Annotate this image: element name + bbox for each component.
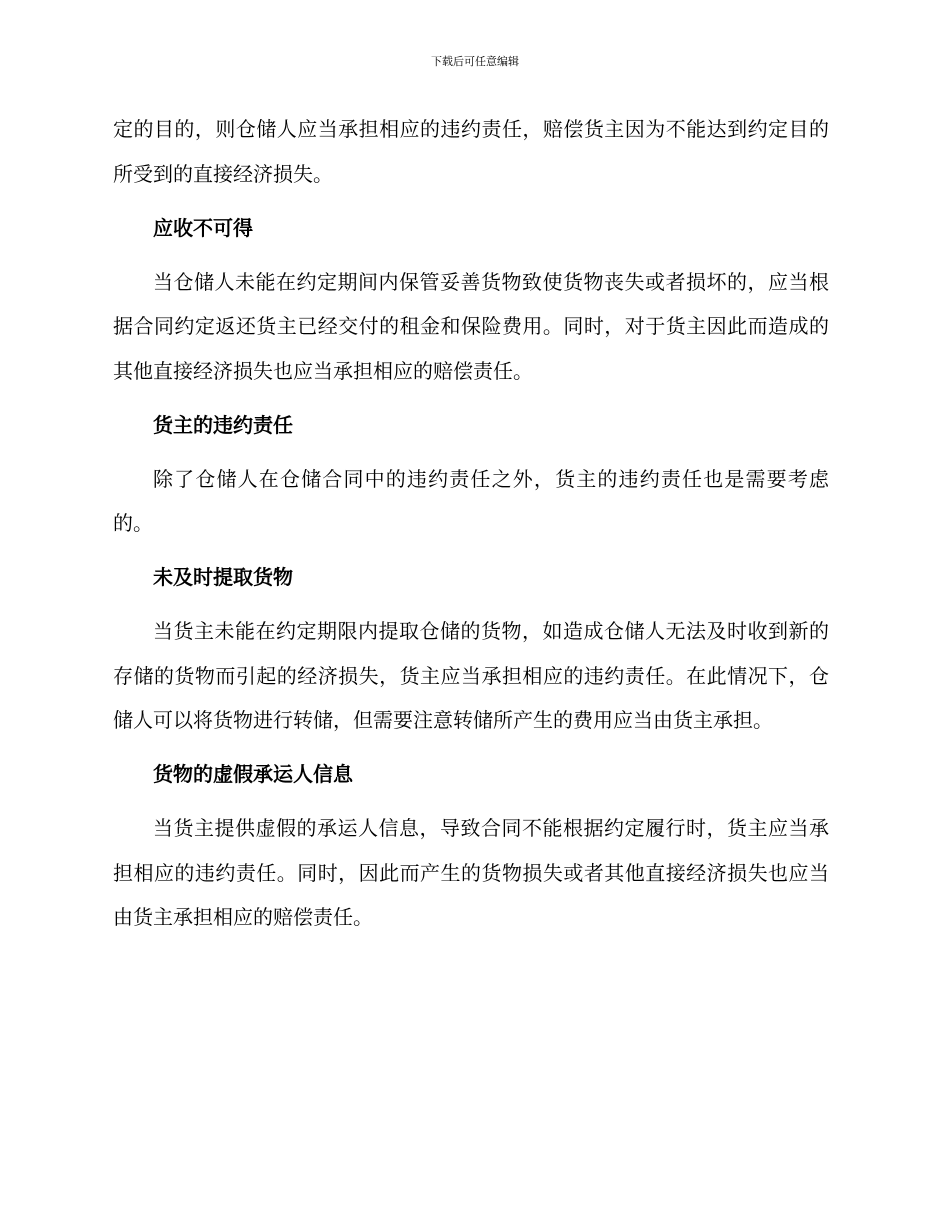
paragraph-continued: 定的目的，则仓储人应当承担相应的违约责任，赔偿货主因为不能达到约定目的所受到的直接经济损失。 <box>113 117 829 186</box>
document-body <box>113 107 829 949</box>
section-heading-late-pickup: 未及时提取货物 <box>153 565 293 589</box>
page-header-note: 下载后可任意编辑 <box>431 55 519 68</box>
paragraph-owner-liability: 除了仓储人在仓储合同中的违约责任之外，货主的违约责任也是需要考虑的。 <box>113 466 829 535</box>
section-heading-false-carrier: 货物的虚假承运人信息 <box>153 762 353 786</box>
paragraph-late-pickup: 当货主未能在约定期限内提取仓储的货物，如造成仓储人无法及时收到新的存储的货物而引起的经济损失，货主应当承担相应的违约责任。在此情况下，仓储人可以将货物进行转储，但需要注意转储所产生的费用应当由货主承担。 <box>113 619 829 732</box>
section-heading-owner-liability: 货主的违约责任 <box>153 412 293 437</box>
paragraph-receivable: 当仓储人未能在约定期间内保管妥善货物致使货物丧失或者损坏的，应当根据合同约定返还货主已经交付的租金和保险费用。同时，对于货主因此而造成的其他直接经济损失也应当承担相应的赔偿责任。 <box>113 269 829 383</box>
section-heading-receivable: 应收不可得 <box>153 215 253 240</box>
paragraph-false-carrier: 当货主提供虚假的承运人信息，导致合同不能根据约定履行时，货主应当承担相应的违约责任。同时，因此而产生的货物损失或者其他直接经济损失也应当由货主承担相应的赔偿责任。 <box>113 816 829 929</box>
